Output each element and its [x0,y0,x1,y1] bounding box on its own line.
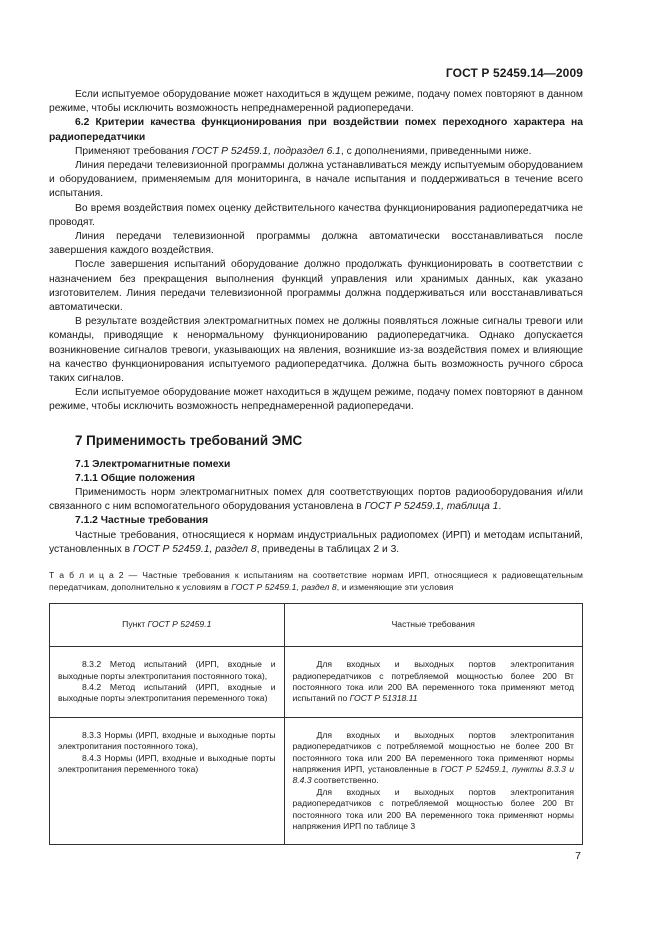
document-header: ГОСТ Р 52459.14—2009 [445,66,583,80]
table-cell-clause: 8.3.2 Метод испытаний (ИРП, входные и выходные порты электропитания постоянного тока), 8.4.2 Метод испытаний (ИРП, входные и выходные порты электропитания переменного тока) [50,647,285,718]
section-6-continuation [49,88,583,415]
paragraph: Если испытуемое оборудование может находиться в ждущем режиме, подачу помех повторяют в данном режиме, чтобы исключить возможность непреднамеренной радиопередачи. [49,387,583,413]
column-header-requirements: Частные требования [284,604,582,647]
paragraph: Линия передачи телевизионной программы должна устанавливаться между испытуемым оборудованием и оборудованием, применяемым для мониторинга, в начале испытания и поддерживаться в течение всего испытания. [49,160,583,200]
standard-reference: ГОСТ Р 52459.1, раздел 8 [133,543,257,555]
table-cell-requirement: Для входных и выходных портов электропитания радиопередатчиков с потребляемой мощностью более 200 Вт постоянного тока или 200 ВА переменного тока применяют метод испытаний по ГОСТ Р 51318.11 [284,647,582,718]
table-2 [49,603,583,845]
table-row [50,717,583,845]
paragraph: После завершения испытаний оборудование должно продолжать функционировать в соответствии с назначением без прекращения выполнения функций управления или хранимых данных, как указано изготовителем. Линия передачи телевизионной программы должна поддерживаться или восстанавливаться автоматически. [49,259,583,314]
table-cell-requirement: Для входных и выходных портов электропитания радиопередатчиков с потребляемой мощностью не более 200 Вт постоянного тока или 200 ВА переменного тока применяют нормы напряжения ИРП, установленные в ГОСТ Р 52459.1, пункты 8.3.3 и 8.4.3 соответственно. Для входных и выходных портов электропитания радиопередатчиков с потребляемой мощностью более 200 Вт постоянного тока или 200 ВА переменного тока применяют нормы напряжения ИРП по таблице 3 [284,717,582,845]
column-header-clause: Пункт ГОСТ Р 52459.1 [50,604,285,647]
page-number: 7 [575,850,581,862]
paragraph: Применимость норм электромагнитных помех для соответствующих портов радиооборудования и/или связанного с ним вспомогательного оборудования установлена в ГОСТ Р 52459.1, таблица 1. [49,487,583,513]
paragraph: В результате воздействия электромагнитных помех не должны появляться ложные сигналы тревоги или команды, приводящие к ненормальному функционированию радиопередатчика. Однако допускается возникновение сигналов тревоги, указывающих на явления, возникшие из-за воздействия помех и влияющие на качество функционирования испытуемого радиопередатчика. Должна быть возможность ручного сброса таких сигналов. [49,316,583,385]
subsection-heading-7-1: 7.1 Электромагнитные помехи [75,458,231,470]
standard-reference: ГОСТ Р 52459.1, таблица 1 [364,501,499,513]
standard-reference: ГОСТ Р 52459.1, подраздел 6.1 [191,145,341,157]
section-7-body [49,458,583,557]
paragraph: Частные требования, относящиеся к нормам индустриальных радиопомех (ИРП) и методам испытаний, установленных в ГОСТ Р 52459.1, раздел 8, приведены в таблицах 2 и 3. [49,529,583,555]
page-content [49,88,583,845]
table-row [50,647,583,718]
table-header-row [50,604,583,647]
table-2-caption: Т а б л и ц а 2 — Частные требования к испытаниям на соответствие нормам ИРП, относящиеся к радиовещательным передатчикам, дополнительно к условиям в ГОСТ Р 52459.1, раздел 8, и изменяющие эти условия [49,570,583,593]
paragraph: Применяют требования ГОСТ Р 52459.1, подраздел 6.1, с дополнениями, приведенными ниже. [75,145,532,157]
standard-reference: ГОСТ Р 52459.1, пункты 8.3.3 и 8.4.3 [292,763,574,786]
standard-reference: ГОСТ Р 51318.11 [349,693,418,704]
table-cell-clause: 8.3.3 Нормы (ИРП, входные и выходные порты электропитания постоянного тока), 8.4.3 Нормы (ИРП, входные и выходные порты электропитания переменного тока) [50,717,285,845]
paragraph: Во время воздействия помех оценку действительного качества функционирования радиопередатчика не проводят. [49,202,583,228]
section-7-title: 7 Применимость требований ЭМС [75,432,303,448]
paragraph: Если испытуемое оборудование может находиться в ждущем режиме, подачу помех повторяют в данном режиме, чтобы исключить возможность непреднамеренной радиопередачи. [49,89,583,115]
subsection-heading-6-2: 6.2 Критерии качества функционирования при воздействии помех переходного характера на радиопередатчики [49,117,583,143]
subsection-heading-7-1-2: 7.1.2 Частные требования [75,515,209,527]
paragraph: Линия передачи телевизионной программы должна автоматически восстанавливаться после завершения каждого воздействия. [49,231,583,257]
standard-reference: ГОСТ Р 52459.1, раздел 8 [231,582,337,593]
subsection-heading-7-1-1: 7.1.1 Общие положения [75,472,195,484]
